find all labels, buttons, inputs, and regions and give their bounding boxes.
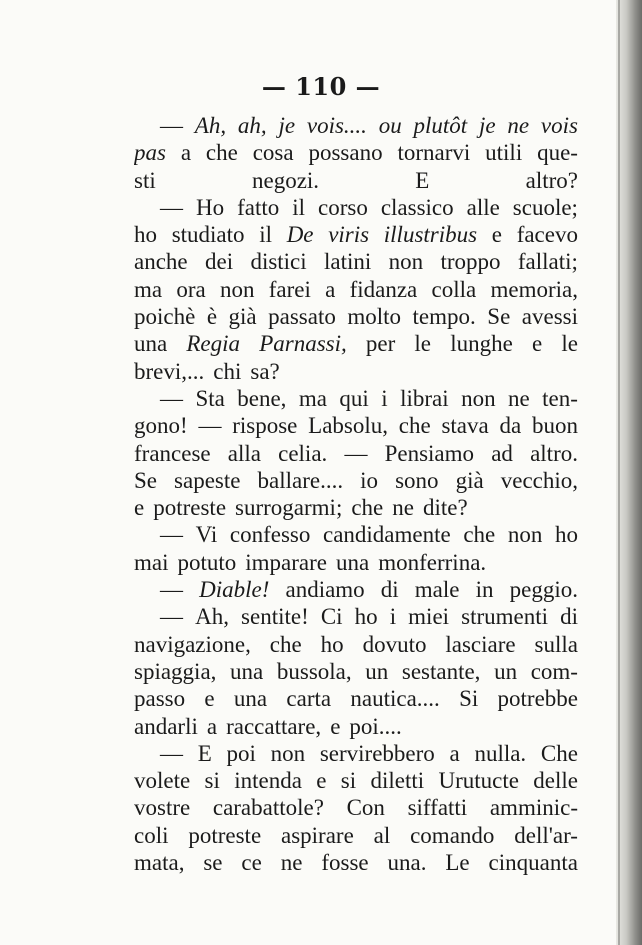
word: i <box>381 385 388 411</box>
word: cinquanta <box>488 850 578 876</box>
word: vois <box>540 113 578 138</box>
word: altro? <box>525 167 578 193</box>
word: qui <box>339 385 369 411</box>
word: molto <box>347 304 402 330</box>
word: brevi,... <box>134 358 205 384</box>
word: che <box>351 495 384 521</box>
word: rispose <box>232 413 298 439</box>
word: ad <box>491 440 513 466</box>
word: ho <box>320 631 344 657</box>
word: librai <box>400 385 449 411</box>
word: buon <box>531 413 578 439</box>
word: per <box>365 331 396 357</box>
word: si <box>204 768 220 794</box>
word: — <box>160 522 183 548</box>
word: sa? <box>250 358 280 384</box>
word: se <box>203 850 223 876</box>
word: viris <box>328 222 370 248</box>
word: Con <box>346 795 385 821</box>
word: — <box>160 194 183 220</box>
word: Si <box>459 686 479 712</box>
word: a <box>325 276 336 302</box>
text-line <box>134 139 578 166</box>
word: e <box>134 495 145 521</box>
word: diletti <box>370 768 425 794</box>
word: Le <box>445 850 470 876</box>
text-line <box>134 740 578 767</box>
text-line <box>134 849 578 876</box>
word: lasciare <box>445 631 516 657</box>
word: navigazione, <box>134 631 251 657</box>
word: spiaggia, <box>134 658 217 684</box>
text-line <box>134 794 578 821</box>
word: dite? <box>422 495 468 521</box>
word: potreste <box>153 495 227 521</box>
word: ce <box>241 850 262 876</box>
text-line <box>134 412 578 439</box>
word: ho <box>134 222 157 248</box>
word: e <box>531 331 543 357</box>
word: Ho <box>195 194 225 220</box>
word: ma <box>134 276 163 302</box>
word: bussola, <box>276 658 352 684</box>
text-line <box>134 385 578 412</box>
page-edge-line <box>618 0 620 945</box>
word: Che <box>540 740 578 766</box>
text-line <box>134 713 578 740</box>
word: sapeste <box>174 467 241 493</box>
word: già <box>455 467 484 493</box>
word: illustribus <box>383 222 478 248</box>
word: vostre <box>134 795 191 821</box>
word: Urutucte <box>438 768 519 794</box>
word: il <box>292 194 306 220</box>
word: pas <box>134 140 166 166</box>
word: un <box>494 658 518 684</box>
word: delle <box>533 768 578 794</box>
word: plutôt <box>413 113 468 138</box>
word: Sta <box>195 385 225 411</box>
word: di <box>380 577 399 603</box>
word: com- <box>530 658 578 684</box>
text-line <box>134 167 578 194</box>
text-line <box>134 440 578 467</box>
text-line <box>134 467 578 494</box>
word: vois.... <box>306 113 367 138</box>
word: ne <box>507 113 530 138</box>
word: passato <box>268 304 336 330</box>
word: alle <box>466 194 500 220</box>
word: ne <box>508 385 530 411</box>
text-line <box>134 822 578 849</box>
word: altro. <box>530 440 578 466</box>
word: Se <box>134 467 157 493</box>
word: non <box>388 249 424 275</box>
body-text <box>134 112 578 876</box>
word: tornarvi <box>397 140 471 166</box>
text-line <box>134 330 578 357</box>
word: il <box>259 222 272 248</box>
word: che <box>463 522 496 548</box>
word: ma <box>298 385 327 411</box>
word: Se <box>487 304 511 330</box>
word: e <box>491 222 502 248</box>
word: a <box>449 740 460 766</box>
word: i <box>389 604 397 630</box>
word: memoria, <box>490 276 578 302</box>
text-line <box>134 576 578 603</box>
word: — <box>198 413 222 439</box>
word: scuole; <box>512 194 578 220</box>
word: sentite! <box>241 604 309 630</box>
word: ou <box>378 113 402 138</box>
word: lunghe <box>450 331 513 357</box>
word: non <box>461 385 496 411</box>
word: è <box>206 304 218 330</box>
word: volete <box>134 768 191 794</box>
word: poi.... <box>349 713 402 739</box>
word: potreste <box>188 822 262 848</box>
word: non <box>270 740 306 766</box>
word: alla <box>227 440 261 466</box>
word: potuto <box>177 549 237 575</box>
word: Labsolu, <box>308 413 388 439</box>
text-line <box>134 248 578 275</box>
word: sono <box>395 467 439 493</box>
word: da <box>499 413 522 439</box>
word: mai <box>134 549 169 575</box>
word: nulla. <box>474 740 527 766</box>
word: non <box>219 276 255 302</box>
word: je <box>478 113 496 138</box>
text-line <box>134 603 578 630</box>
word: ne <box>392 495 414 521</box>
word: stava <box>441 413 489 439</box>
word: di <box>560 604 578 630</box>
word: non <box>507 522 543 548</box>
text-line <box>134 303 578 330</box>
word: De <box>286 222 314 248</box>
word: andiamo <box>285 577 365 603</box>
word: a <box>206 713 218 739</box>
word: classico <box>380 194 454 220</box>
word: — <box>160 740 183 766</box>
word: ora <box>176 276 206 302</box>
word: dovuto <box>362 631 427 657</box>
word: monferrina. <box>378 549 487 575</box>
word: Vi <box>195 522 218 548</box>
text-line <box>134 276 578 303</box>
word: una <box>134 331 168 357</box>
word: intenda <box>234 768 302 794</box>
word: E <box>197 740 212 766</box>
word: passo <box>134 686 186 712</box>
word: anche <box>134 249 188 275</box>
word: sestante, <box>401 658 481 684</box>
word: Ah, <box>194 113 227 138</box>
word: e <box>316 768 327 794</box>
word: strumenti <box>461 604 549 630</box>
word: Diable! <box>199 577 270 603</box>
word: ho <box>555 522 578 548</box>
word: siffatti <box>407 795 468 821</box>
word: mata, <box>134 850 185 876</box>
word: miei <box>408 604 450 630</box>
word: che <box>398 413 431 439</box>
word: al <box>373 822 391 848</box>
word: je <box>278 113 296 138</box>
word: comando <box>410 822 495 848</box>
word: carabattole? <box>212 795 324 821</box>
word: — <box>160 577 183 603</box>
word: amminic- <box>489 795 578 821</box>
word: chi <box>213 358 242 384</box>
word: distici <box>250 249 307 275</box>
word: Regia <box>186 331 241 357</box>
word: poichè <box>134 304 196 330</box>
word: sti <box>134 167 156 193</box>
word: ah, <box>237 113 267 138</box>
word: surrogarmi; <box>235 495 343 521</box>
word: carta <box>286 686 332 712</box>
word: fosse <box>321 850 369 876</box>
word: andarli <box>134 713 198 739</box>
text-line <box>134 549 578 576</box>
word: che <box>269 631 302 657</box>
word: celia. <box>278 440 328 466</box>
word: un <box>365 658 389 684</box>
word: a <box>180 140 192 166</box>
word: Ah, <box>195 604 229 630</box>
word: candidamente <box>322 522 451 548</box>
word: ne <box>280 850 303 876</box>
word: que- <box>537 140 578 166</box>
word: si <box>340 768 357 794</box>
word: che <box>205 140 238 166</box>
word: corso <box>318 194 368 220</box>
word: le <box>414 331 432 357</box>
word: peggio. <box>509 577 578 603</box>
word: Pensiamo <box>384 440 475 466</box>
word: avessi <box>521 304 578 330</box>
word: dei <box>204 249 234 275</box>
word: fidanza <box>349 276 418 302</box>
word: fallati; <box>517 249 578 275</box>
word: Parnassi, <box>259 331 347 357</box>
word: colla <box>431 276 477 302</box>
word: servirebbero <box>319 740 435 766</box>
word: e <box>330 713 341 739</box>
word: una. <box>387 850 427 876</box>
word: cosa <box>252 140 294 166</box>
word: tempo. <box>412 304 476 330</box>
word: fatto <box>237 194 280 220</box>
text-line <box>134 685 578 712</box>
word: una <box>230 658 264 684</box>
word: possano <box>308 140 383 166</box>
word: coli <box>134 822 169 848</box>
word: gono! <box>134 413 188 439</box>
word: imparare <box>245 549 328 575</box>
word: le <box>561 331 578 357</box>
word: confesso <box>229 522 311 548</box>
word: ten- <box>542 385 578 411</box>
word: facevo <box>516 222 578 248</box>
word: e <box>204 686 215 712</box>
word: latini <box>324 249 372 275</box>
word: bene, <box>237 385 287 411</box>
word: una <box>336 549 370 575</box>
word: io <box>360 467 379 493</box>
word: — <box>344 440 368 466</box>
word: vecchio, <box>500 467 578 493</box>
word: — <box>160 604 183 630</box>
word: ho <box>354 604 378 630</box>
word: già <box>228 304 257 330</box>
word: studiato <box>171 222 245 248</box>
word: potrebbe <box>497 686 578 712</box>
text-line <box>134 221 578 248</box>
word: negozi. <box>251 167 320 193</box>
word: Ci <box>320 604 343 630</box>
text-line <box>134 194 578 221</box>
word: in <box>475 577 494 603</box>
word: farei <box>268 276 311 302</box>
word: francese <box>134 440 211 466</box>
word: sulla <box>534 631 578 657</box>
word: una <box>233 686 268 712</box>
page-number: — 110 — <box>261 72 381 101</box>
word: utili <box>485 140 523 166</box>
word: — <box>160 385 183 411</box>
text-line <box>134 767 578 794</box>
word: raccattare, <box>226 713 322 739</box>
word: male <box>414 577 460 603</box>
text-line <box>134 631 578 658</box>
text-line <box>134 494 578 521</box>
word: poi <box>226 740 256 766</box>
word: troppo <box>440 249 501 275</box>
text-line <box>134 358 578 385</box>
word: aspirare <box>281 822 354 848</box>
word: ballare.... <box>257 467 344 493</box>
word: nautica.... <box>350 686 440 712</box>
text-line <box>134 658 578 685</box>
word: dell'ar- <box>514 822 578 848</box>
word: — <box>160 113 183 138</box>
word: E <box>415 167 430 193</box>
text-line <box>134 112 578 139</box>
text-line <box>134 521 578 548</box>
